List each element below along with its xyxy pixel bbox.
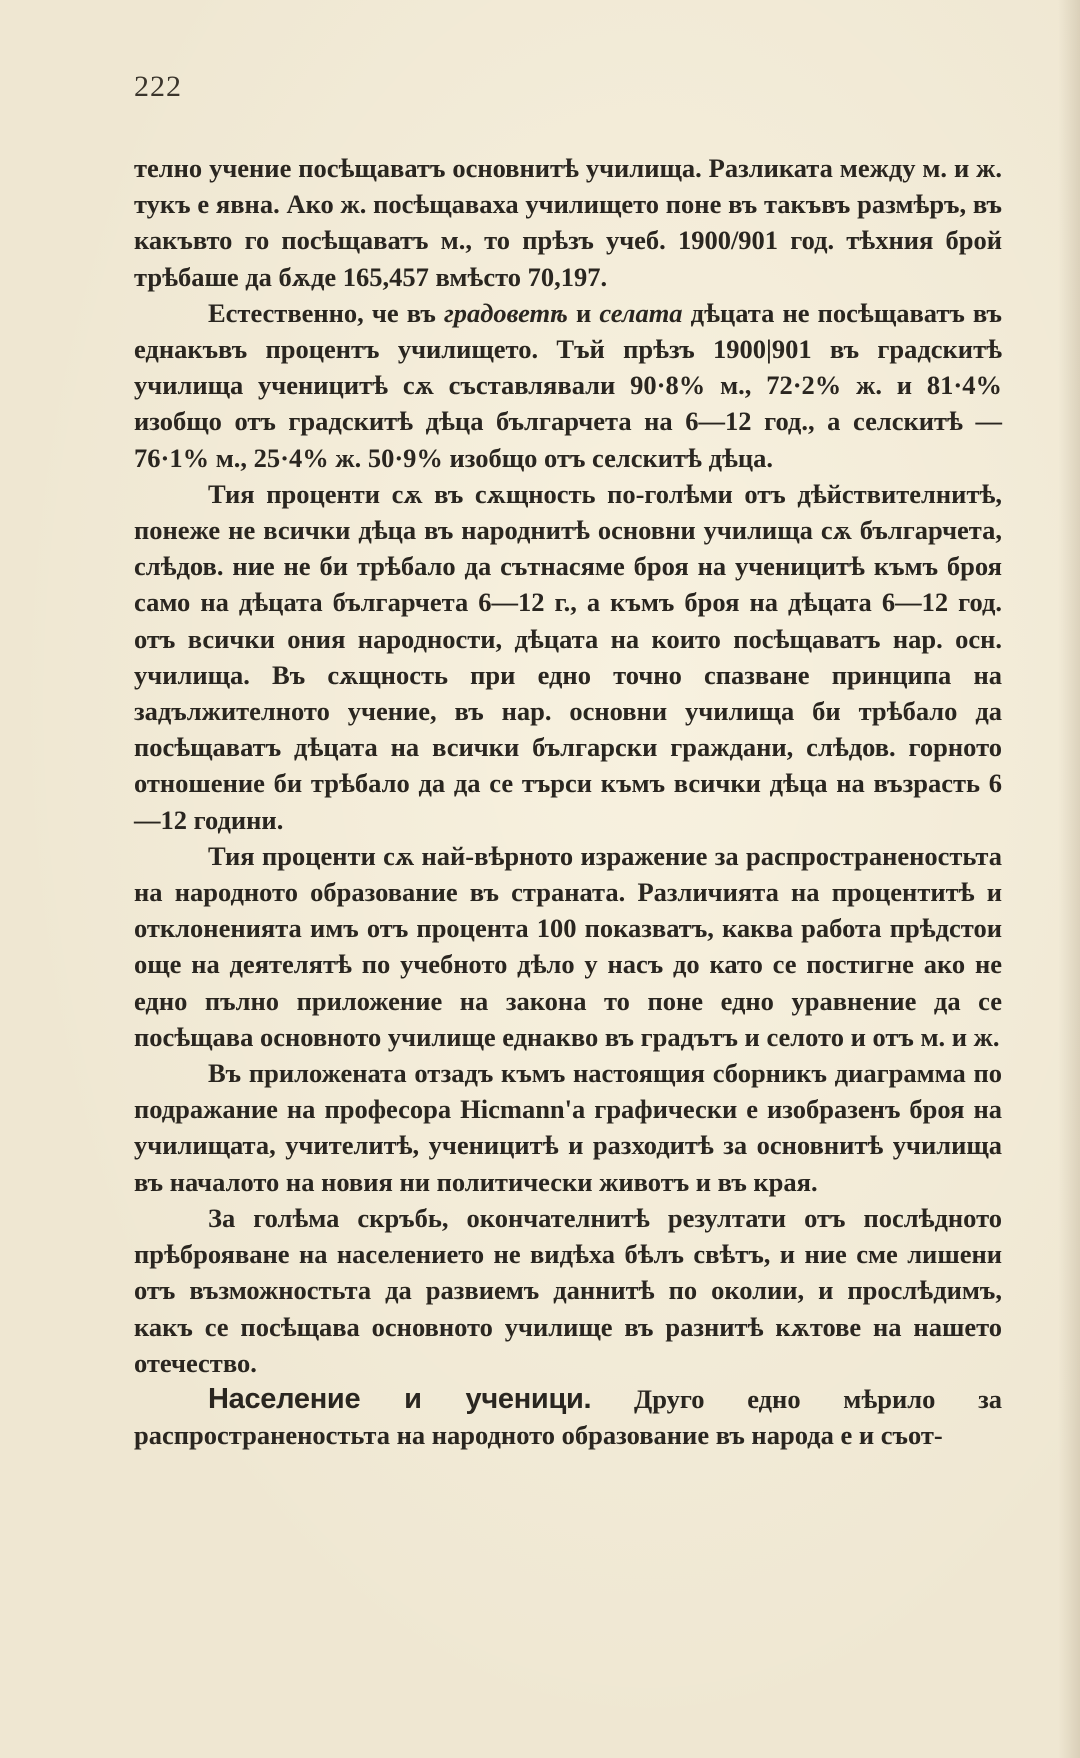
page-edge-shadow bbox=[1058, 0, 1080, 1758]
paragraph-2-conjunction: и bbox=[567, 297, 600, 328]
paragraph-7 bbox=[134, 1381, 1002, 1453]
paragraph-7-text: Друго едно мѣрило за распространеностьта на народното образование въ народа е и съот- bbox=[134, 1383, 1003, 1451]
italic-term-towns: градоветѣ bbox=[443, 297, 568, 328]
paragraph-2 bbox=[134, 295, 1002, 476]
page-number: 222 bbox=[134, 70, 182, 103]
paragraph-2-rest: дѣцата не посѣщаватъ въ еднакъвъ процентъ училището. Тъй прѣзъ 1900|901 въ градскитѣ училища ученицитѣ сѫ съставлявали 90·8% м., 72·2% ж. и 81·4% изобщо отъ градскитѣ дѣца българчета на 6—12 год., а селскитѣ — 76·1% м., 25·4% ж. 50·9% изобщо отъ селскитѣ дѣца. bbox=[134, 297, 1002, 473]
paragraph-1: телно учение посѣщаватъ основнитѣ училища. Разликата между м. и ж. тукъ е явна. Ако ж. посѣщаваха училището поне въ такъвъ размѣръ, въ какъвто го посѣщаватъ м., то прѣзъ учеб. 1900/901 год. тѣхния брой трѣбаше да бѫде 165,457 вмѣсто 70,197. bbox=[134, 153, 1002, 292]
paragraph-2-start: Естественно, че въ bbox=[208, 297, 444, 328]
paragraph-5: Въ приложената отзадъ къмъ настоящия сборникъ диаграмма по подражание на професора Hicmann'а графически е изобразенъ броя на училищата, учителитѣ, ученицитѣ и разходитѣ за основнитѣ училища въ началото на новия ни политически животъ и въ края. bbox=[134, 1058, 1002, 1197]
italic-term-villages: селата bbox=[599, 297, 683, 328]
paragraph-4: Тия проценти сѫ най-вѣрното изражение за распространеностьта на народното образование въ страната. Различията на процентитѣ и отклоненията имъ отъ процента 100 показватъ, каква работа прѣдстои още на деятелятѣ по учебното дѣло у насъ до като се постигне ако не едно пълно приложение на закона то поне едно уравнение да се посѣщава основното училище еднакво въ градътъ и селото и отъ м. и ж. bbox=[134, 840, 1002, 1052]
body-text bbox=[134, 150, 1002, 1453]
section-heading: Население и ученици. bbox=[208, 1382, 592, 1415]
paragraph-3: Тия проценти сѫ въ сѫщность по-голѣми отъ дѣйствителнитѣ, понеже не всички дѣца въ народнитѣ основни училища сѫ българчета, слѣдов. ние не би трѣбало да сътнасяме броя на ученицитѣ къмъ броя само на дѣцата българчета 6—12 г., а къмъ броя на дѣцата 6—12 год. отъ всички ония народности, дѣцата на които посѣщаватъ нар. осн. училища. Въ сѫщность при едно точно спазване принципа на задължителното учение, въ нар. основни училища би трѣбало да посѣщаватъ дѣцата на всички български граждани, слѣдов. горното отношение би трѣбало да да се търси къмъ всички дѣца на възрасть 6—12 години. bbox=[134, 478, 1002, 835]
paragraph-6: За голѣма скръбь, окончателнитѣ резултати отъ послѣдното прѣброяване на населението не видѣха бѣлъ свѣтъ, и ние сме лишени отъ възможностьта да развиемъ даннитѣ по околии, и прослѣдимъ, какъ се посѣщава основното училище въ разнитѣ кѫтове на нашето отечество. bbox=[134, 1202, 1002, 1378]
